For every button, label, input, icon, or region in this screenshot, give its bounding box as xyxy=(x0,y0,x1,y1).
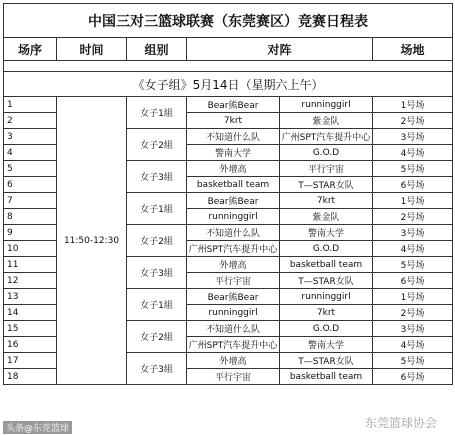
venue: 3号场 xyxy=(373,225,453,241)
venue: 5号场 xyxy=(373,161,453,177)
team-a: 不知道什么队 xyxy=(187,225,280,241)
page-title: 中国三对三篮球联赛（东莞赛区）竞赛日程表 xyxy=(4,4,453,38)
venue: 6号场 xyxy=(373,273,453,289)
team-a: 广州SPT汽车提升中心 xyxy=(187,337,280,353)
venue: 1号场 xyxy=(373,289,453,305)
venue: 1号场 xyxy=(373,193,453,209)
team-b: T—STAR女队 xyxy=(280,177,373,193)
venue: 5号场 xyxy=(373,353,453,369)
match-number: 6 xyxy=(4,177,57,193)
team-a: 不知道什么队 xyxy=(187,321,280,337)
match-number: 18 xyxy=(4,369,57,385)
group-label: 女子1組 xyxy=(127,97,187,129)
group-label: 女子2組 xyxy=(127,321,187,353)
header-match: 对阵 xyxy=(187,38,373,61)
match-number: 4 xyxy=(4,145,57,161)
venue: 5号场 xyxy=(373,257,453,273)
team-b: 警南大学 xyxy=(280,337,373,353)
header-time: 时间 xyxy=(57,38,127,61)
team-b: 7krt xyxy=(280,305,373,321)
venue: 2号场 xyxy=(373,209,453,225)
header-venue: 场地 xyxy=(373,38,453,61)
venue: 4号场 xyxy=(373,241,453,257)
match-number: 2 xyxy=(4,113,57,129)
team-a: Bear熊Bear xyxy=(187,289,280,305)
watermark-right: 东莞篮球协会 xyxy=(364,416,437,430)
match-number: 12 xyxy=(4,273,57,289)
venue: 4号场 xyxy=(373,145,453,161)
match-number: 16 xyxy=(4,337,57,353)
team-b: T—STAR女队 xyxy=(280,353,373,369)
team-b: G.O.D xyxy=(280,321,373,337)
team-a: runninggirl xyxy=(187,305,280,321)
team-a: 平行宇宙 xyxy=(187,273,280,289)
match-number: 5 xyxy=(4,161,57,177)
team-b: runninggirl xyxy=(280,289,373,305)
team-b: runninggirl xyxy=(280,97,373,113)
table-row xyxy=(4,97,453,113)
spacer-row xyxy=(4,61,453,72)
group-label: 女子2組 xyxy=(127,129,187,161)
group-label: 女子3組 xyxy=(127,353,187,385)
venue: 2号场 xyxy=(373,305,453,321)
match-number: 15 xyxy=(4,321,57,337)
team-a: 不知道什么队 xyxy=(187,129,280,145)
team-a: 广州SPT汽车提升中心 xyxy=(187,241,280,257)
venue: 3号场 xyxy=(373,321,453,337)
watermark-left: 头条@东莞篮球 xyxy=(3,421,72,434)
match-number: 10 xyxy=(4,241,57,257)
venue: 3号场 xyxy=(373,129,453,145)
venue: 2号场 xyxy=(373,113,453,129)
team-b: 广州SPT汽车提升中心 xyxy=(280,129,373,145)
group-label: 女子1組 xyxy=(127,289,187,321)
match-number: 17 xyxy=(4,353,57,369)
team-b: 紫金队 xyxy=(280,209,373,225)
time-slot: 11:50-12:30 xyxy=(57,97,127,385)
team-a: Bear熊Bear xyxy=(187,97,280,113)
match-number: 8 xyxy=(4,209,57,225)
group-label: 女子1組 xyxy=(127,193,187,225)
team-b: G.O.D xyxy=(280,145,373,161)
team-a: 平行宇宙 xyxy=(187,369,280,385)
match-number: 3 xyxy=(4,129,57,145)
team-a: Bear熊Bear xyxy=(187,193,280,209)
match-number: 11 xyxy=(4,257,57,273)
header-group: 组别 xyxy=(127,38,187,61)
team-a: 外增高 xyxy=(187,161,280,177)
team-b: basketball team xyxy=(280,369,373,385)
group-label: 女子2組 xyxy=(127,225,187,257)
team-a: 外增高 xyxy=(187,257,280,273)
section-title: 《女子组》5月14日（星期六上午） xyxy=(4,72,453,97)
team-b: 平行宇宙 xyxy=(280,161,373,177)
venue: 4号场 xyxy=(373,337,453,353)
match-number: 9 xyxy=(4,225,57,241)
header-num: 场序 xyxy=(4,38,57,61)
venue: 6号场 xyxy=(373,177,453,193)
match-number: 1 xyxy=(4,97,57,113)
team-b: 紫金队 xyxy=(280,113,373,129)
group-label: 女子3組 xyxy=(127,257,187,289)
venue: 6号场 xyxy=(373,369,453,385)
team-a: 警南大学 xyxy=(187,145,280,161)
team-b: 7krt xyxy=(280,193,373,209)
team-b: G.O.D xyxy=(280,241,373,257)
team-b: basketball team xyxy=(280,257,373,273)
team-a: 7krt xyxy=(187,113,280,129)
team-a: 外增高 xyxy=(187,353,280,369)
match-number: 13 xyxy=(4,289,57,305)
team-b: T—STAR女队 xyxy=(280,273,373,289)
team-b: 警南大学 xyxy=(280,225,373,241)
match-number: 7 xyxy=(4,193,57,209)
schedule-table xyxy=(3,3,453,385)
team-a: basketball team xyxy=(187,177,280,193)
team-a: runninggirl xyxy=(187,209,280,225)
group-label: 女子3組 xyxy=(127,161,187,193)
venue: 1号场 xyxy=(373,97,453,113)
match-number: 14 xyxy=(4,305,57,321)
